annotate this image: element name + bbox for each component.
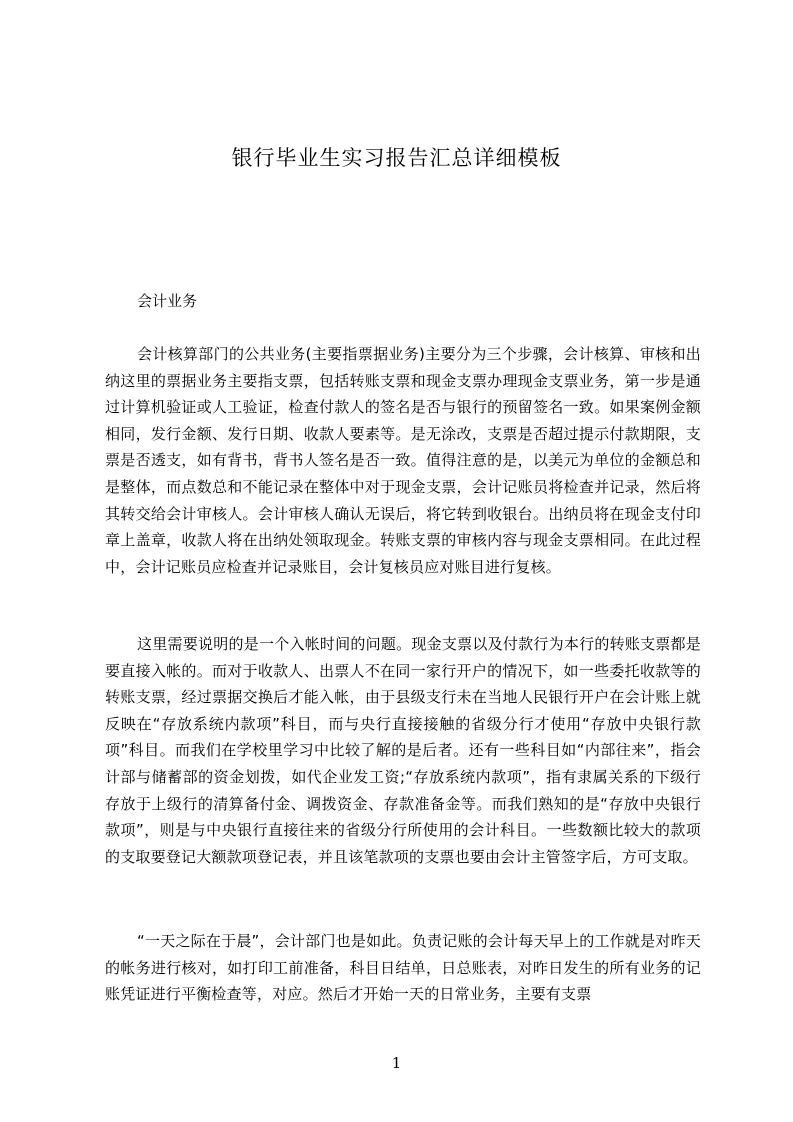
section-heading: 会计业务	[137, 292, 198, 310]
page-number: 1	[391, 1054, 402, 1072]
paragraph-1: 会计核算部门的公共业务(主要指票据业务)主要分为三个步骤，会计核算、审核和出纳这里的票据业务主要指支票，包括转账支票和现金支票办理现金支票业务，第一步是通过计算机验证或人工验证，检查付款人的签名是否与银行的预留签名一致。如果案例金额相同，发行金额、发行日期、收款人要素等。是无涂改，支票是否超过提示付款期限，支票是否透支，如有背书，背书人签名是否一致。值得注意的是，以美元为单位的金额总和是整体，而点数总和不能记录在整体中对于现金支票，会计记账员将检查并记录，然后将其转交给会计审核人。会计审核人确认无误后，将它转到收银台。出纳员将在现金支付印章上盖章，收款人将在出纳处领取现金。转账支票的审核内容与现金支票相同。在此过程中，会计记账员应检查并记录账目，会计复核员应对账目进行复核。	[105, 345, 701, 576]
document-title: 银行毕业生实习报告汇总详细模板	[231, 146, 562, 170]
paragraph-3: “一天之际在于晨”，会计部门也是如此。负责记账的会计每天早上的工作就是对昨天的帐务进行核对，如打印工前准备，科目日结单，日总账表，对昨日发生的所有业务的记账凭证进行平衡检查等，对应。然后才开始一天的日常业务，主要有支票	[105, 932, 701, 1004]
paragraph-2: 这里需要说明的是一个入帐时间的问题。现金支票以及付款行为本行的转账支票都是要直接入帐的。而对于收款人、出票人不在同一家行开户的情况下，如一些委托收款等的转账支票，经过票据交换后才能入帐，由于县级支行未在当地人民银行开户在会计账上就反映在“存放系统内款项”科目，而与央行直接接触的省级分行才使用“存放中央银行款项”科目。而我们在学校里学习中比较了解的是后者。还有一些科目如“内部往来”，指会计部与储蓄部的资金划拨，如代企业发工资;“存放系统内款项”，指有隶属关系的下级行存放于上级行的清算备付金、调拨资金、存款准备金等。而我们熟知的是“存放中央银行款项”，则是与中央银行直接往来的省级分行所使用的会计科目。一些数额比较大的款项的支取要登记大额款项登记表，并且该笔款项的支票也要由会计主管签字后，方可支取。	[105, 635, 701, 866]
